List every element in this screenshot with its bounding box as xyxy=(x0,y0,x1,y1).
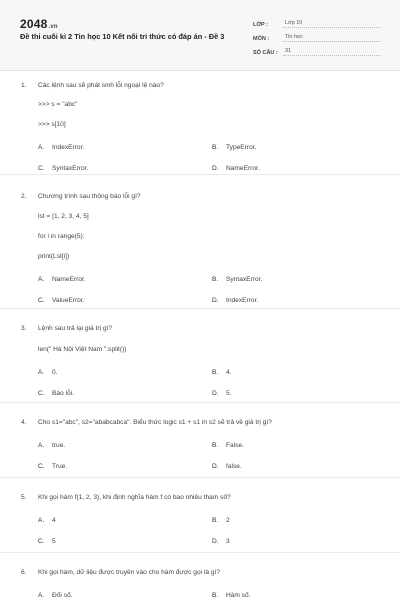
question-text: Cho s1="abc", s2="ababcabca". Biểu thức logic s1 + s1 in s2 sẽ trả về giá trị gì? xyxy=(38,419,272,426)
logo-text: 2048 xyxy=(20,17,48,31)
meta-value: Lớp 10 xyxy=(283,20,381,28)
question-text: Lệnh sau trả lại giá trị gì? xyxy=(38,325,113,332)
question-number: 5. xyxy=(21,494,27,501)
option-letter: D. xyxy=(212,463,219,470)
option-text: 2 xyxy=(226,517,230,524)
question-code-line: lst = [1, 2, 3, 4, 5] xyxy=(38,213,89,220)
option-letter: A. xyxy=(38,369,45,376)
meta-row-subject xyxy=(253,28,381,42)
question-text: Chương trình sau thông báo lỗi gì? xyxy=(38,193,141,200)
option-letter: B. xyxy=(212,144,219,151)
option-text: IndexError. xyxy=(226,297,259,304)
option-letter: A. xyxy=(38,276,45,283)
option-b[interactable] xyxy=(212,369,232,376)
option-b[interactable] xyxy=(212,276,262,283)
option-c[interactable] xyxy=(38,390,74,397)
site-logo[interactable] xyxy=(20,17,58,31)
question-number: 3. xyxy=(21,325,27,332)
question-text: Các lệnh sau sẽ phát sinh lỗi ngoại lệ nào? xyxy=(38,82,164,89)
option-letter: C. xyxy=(38,463,45,470)
question-3 xyxy=(0,317,400,403)
option-b[interactable] xyxy=(212,517,230,524)
option-text: SyntaxError. xyxy=(226,276,263,283)
meta-value: Tin học xyxy=(283,34,381,42)
question-code-line: for i in range(5): xyxy=(38,233,85,240)
meta-label: MÔN : xyxy=(253,36,270,42)
option-letter: A. xyxy=(38,442,45,449)
question-number: 6. xyxy=(21,569,27,576)
option-letter: D. xyxy=(212,297,219,304)
option-letter: C. xyxy=(38,165,45,172)
option-text: 0. xyxy=(52,369,58,376)
option-text: 5. xyxy=(226,390,232,397)
option-text: true. xyxy=(52,442,66,449)
option-d[interactable] xyxy=(212,297,258,304)
question-code-line: >>> s[10] xyxy=(38,121,66,128)
option-c[interactable] xyxy=(38,463,67,470)
question-number: 1. xyxy=(21,82,27,89)
question-text: Khi gọi hàm f(1, 2, 3), khi định nghĩa hàm f có bao nhiêu tham số? xyxy=(38,494,231,501)
option-c[interactable] xyxy=(38,538,56,545)
meta-label: SỐ CÂU : xyxy=(253,50,278,56)
logo-suffix: .vn xyxy=(48,24,58,30)
question-code-line: >>> s = "abc" xyxy=(38,101,78,108)
option-text: NameError. xyxy=(226,165,260,172)
meta-row-count xyxy=(253,42,381,56)
option-b[interactable] xyxy=(212,592,251,599)
question-code-line: print(Lst[i]) xyxy=(38,253,70,260)
option-letter: C. xyxy=(38,297,45,304)
option-text: Hàm số. xyxy=(226,592,251,599)
option-text: IndexError. xyxy=(52,144,85,151)
option-a[interactable] xyxy=(38,144,84,151)
option-text: NameError. xyxy=(52,276,86,283)
option-c[interactable] xyxy=(38,297,85,304)
question-4 xyxy=(0,411,400,478)
option-letter: B. xyxy=(212,369,219,376)
option-a[interactable] xyxy=(38,369,58,376)
option-d[interactable] xyxy=(212,463,242,470)
exam-title: Đề thi cuối kì 2 Tin học 10 Kết nối tri thức có đáp án - Đề 3 xyxy=(20,32,225,41)
option-d[interactable] xyxy=(212,165,260,172)
meta-row-class xyxy=(253,14,381,28)
option-a[interactable] xyxy=(38,517,56,524)
option-b[interactable] xyxy=(212,442,244,449)
option-text: TypeError. xyxy=(226,144,257,151)
option-text: false. xyxy=(226,463,242,470)
option-letter: A. xyxy=(38,144,45,151)
question-number: 4. xyxy=(21,419,27,426)
option-text: 4 xyxy=(52,517,56,524)
option-letter: A. xyxy=(38,592,45,599)
option-d[interactable] xyxy=(212,538,230,545)
option-a[interactable] xyxy=(38,442,65,449)
option-letter: D. xyxy=(212,165,219,172)
meta-value: 31 xyxy=(283,48,381,56)
option-letter: D. xyxy=(212,390,219,397)
option-letter: C. xyxy=(38,538,45,545)
question-5 xyxy=(0,486,400,553)
option-a[interactable] xyxy=(38,276,86,283)
exam-meta xyxy=(253,14,381,56)
option-d[interactable] xyxy=(212,390,232,397)
option-text: True. xyxy=(52,463,68,470)
question-6 xyxy=(0,561,400,600)
question-2 xyxy=(0,183,400,309)
header xyxy=(0,0,400,71)
option-text: False. xyxy=(226,442,244,449)
option-text: SyntaxError. xyxy=(52,165,89,172)
option-text: 5 xyxy=(52,538,56,545)
question-code-line: len(" Hà Nội Việt Nam ".split()) xyxy=(38,346,127,353)
option-c[interactable] xyxy=(38,165,88,172)
meta-label: LỚP : xyxy=(253,22,268,28)
option-letter: D. xyxy=(212,538,219,545)
option-text: ValueError. xyxy=(52,297,85,304)
option-letter: B. xyxy=(212,442,219,449)
question-text: Khi gọi hàm, dữ liệu được truyền vào cho hàm được gọi là gì? xyxy=(38,569,221,576)
option-letter: B. xyxy=(212,276,219,283)
option-letter: B. xyxy=(212,517,219,524)
option-a[interactable] xyxy=(38,592,73,599)
question-number: 2. xyxy=(21,193,27,200)
question-1 xyxy=(0,70,400,175)
option-letter: C. xyxy=(38,390,45,397)
option-letter: A. xyxy=(38,517,45,524)
option-b[interactable] xyxy=(212,144,256,151)
option-letter: B. xyxy=(212,592,219,599)
option-text: Đối số. xyxy=(52,592,73,599)
option-text: 4. xyxy=(226,369,232,376)
option-text: Báo lỗi. xyxy=(52,390,74,397)
option-text: 3 xyxy=(226,538,230,545)
